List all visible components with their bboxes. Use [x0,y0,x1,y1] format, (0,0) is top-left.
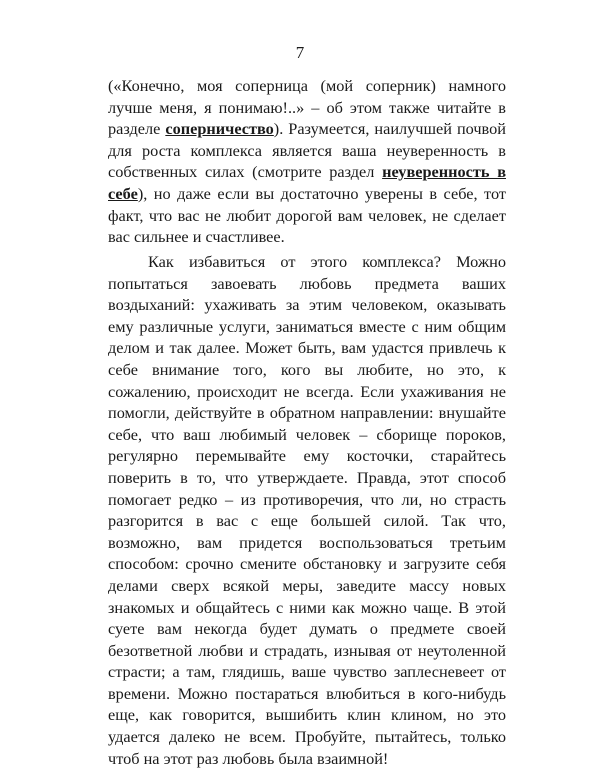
link-neuverennost-v-sebe[interactable]: неуверенность в себе [108,162,506,203]
paragraph-1-text-middle: ). Разумеется, наилучшей почвой для роста комплекса является ваша неуверенность в собственных силах (смотрите раздел [108,119,506,182]
paragraph-1-text-end: ), но даже если вы достаточно уверены в себе, тот факт, что вас не любит дорогой вам человек, не сделает вас сильнее и счастливее. [108,183,506,247]
page-number: 7 [295,43,305,62]
paragraph-1-text-start: («Конечно, моя соперница (мой соперник) намного лучше меня, я понимаю!..» – об этом также читайте в разделе [108,76,506,139]
paragraph-1 [108,75,506,248]
paragraph-2: Как избавиться от этого комплекса? Можно попытаться завоевать любовь предмета ваших воздыханий: ухаживать за этим человеком, оказывать ему различные услуги, заниматься вместе с ним общим делом и так далее. Может быть, вам удастся привлечь к себе внимание того, кого вы любите, но это, к сожалению, происходит не всегда. Если ухаживания не помогли, действуйте в обратном направлении: внушайте себе, что ваш любимый человек – сборище пороков, регулярно перемывайте ему косточки, старайтесь поверить в то, что утверждаете. Правда, этот способ помогает редко – из противоречия, что ли, но страсть разгорится в вас с еще большей силой. Так что, возможно, вам придется воспользоваться третьим способом: срочно смените обстановку и загрузите себя делами сверх всякой меры, заведите массу новых знакомых и общайтесь с ними как можно чаще. В этой суете вам некогда будет думать о предмете своей безответной любви и страдать, изнывая от неутоленной страсти; а там, глядишь, ваше чувство заплесневеет от времени. Можно постараться влюбиться в кого-нибудь еще, как говорится, вышибить клин клином, но это удается далеко не всем. Пробуйте, пытайтесь, только чтоб на этот раз любовь была взаимной! [108,252,506,768]
link-sopernichestvo[interactable]: соперничество [165,119,274,139]
